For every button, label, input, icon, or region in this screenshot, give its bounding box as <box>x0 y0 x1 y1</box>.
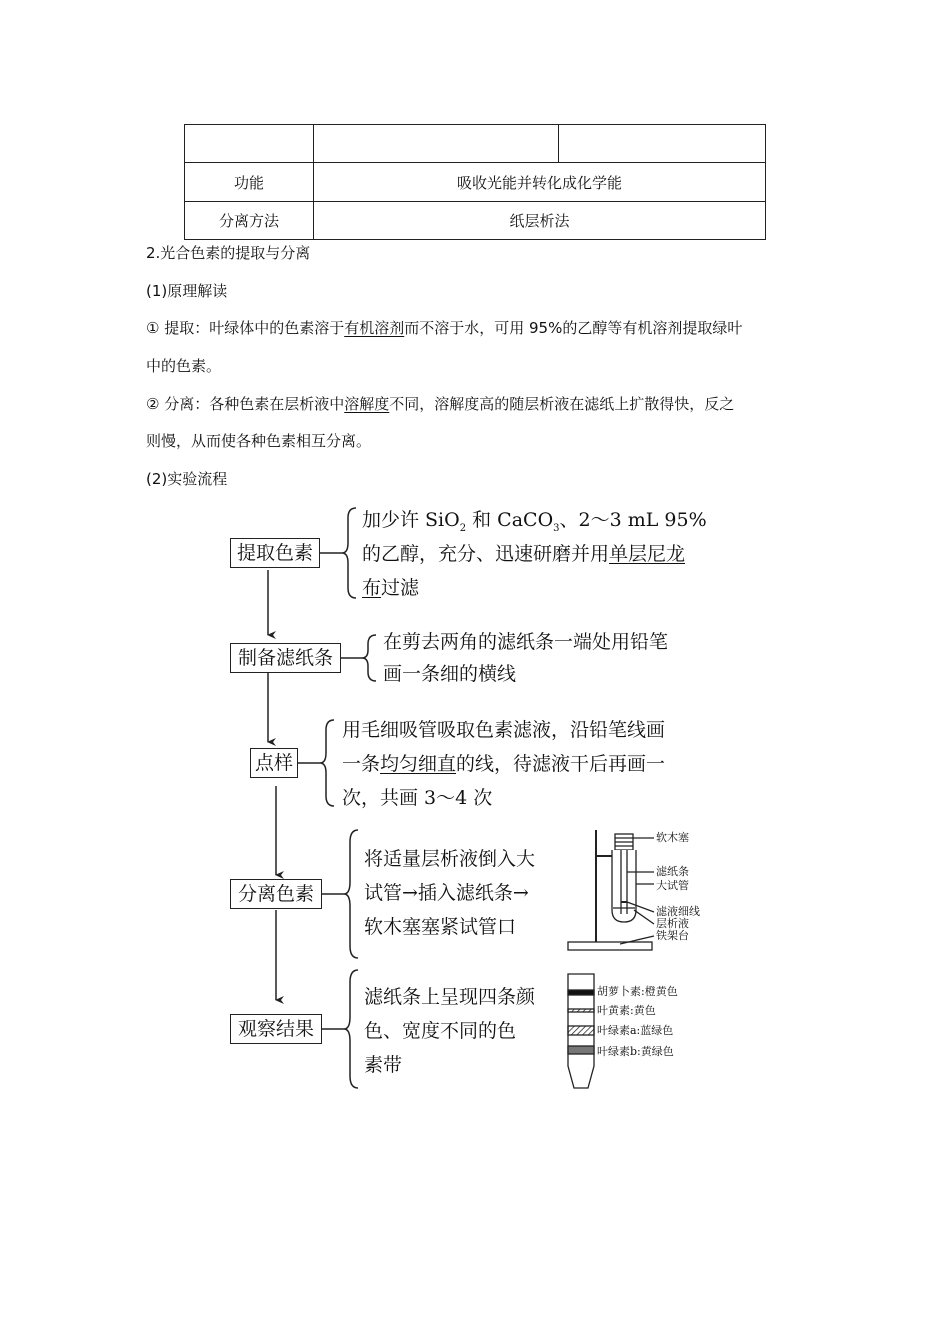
label-xanthophyll: 叶黄素:黄色 <box>597 1004 656 1017</box>
text: 和 CaCO <box>472 509 554 531</box>
table-cell: 功能 <box>185 163 314 202</box>
table-cell: 吸收光能并转化成化学能 <box>314 163 766 202</box>
label-chlorophyll-b: 叶绿素b:黄绿色 <box>597 1045 674 1058</box>
text: 而不溶于水，可用 95%的乙醇等有机溶剂提取绿叶 <box>404 319 743 337</box>
underlined-term: 均匀细直 <box>380 753 457 775</box>
step-description: 试管→插入滤纸条→ <box>364 882 529 904</box>
band-chlorophyll-a <box>568 1026 594 1035</box>
step-observe-results: 观察结果 <box>230 1014 322 1044</box>
subheading: (2)实验流程 <box>146 470 228 488</box>
text: ② 分离：各种色素在层析液中 <box>146 395 345 413</box>
label-chlorophyll-a: 叶绿素a:蓝绿色 <box>597 1024 674 1037</box>
subscript: 2 <box>459 522 467 534</box>
step-spotting: 点样 <box>250 748 298 778</box>
label-iron-stand: 铁架台 <box>656 929 689 942</box>
step-description: 在剪去两角的滤纸条一端处用铅笔 <box>383 631 669 653</box>
step-description <box>362 571 419 605</box>
section-heading: 2.光合色素的提取与分离 <box>146 244 311 262</box>
step-description: 软木塞塞紧试管口 <box>364 916 517 938</box>
paragraph-continuation: 则慢，从而使各种色素相互分离。 <box>146 432 372 450</box>
band-xanthophyll <box>568 1009 594 1012</box>
underlined-term: 布 <box>362 577 382 599</box>
text: 的乙醇，充分、迅速研磨并用 <box>362 543 610 565</box>
large-test-tube <box>612 850 636 922</box>
underlined-term: 有机溶剂 <box>344 319 405 337</box>
text: 过滤 <box>381 577 420 599</box>
table-cell: 分离方法 <box>185 202 314 240</box>
step-description <box>342 747 665 781</box>
label-test-tube: 大试管 <box>656 879 689 892</box>
step-description: 素带 <box>364 1054 403 1076</box>
table-cell: 纸层析法 <box>314 202 766 240</box>
step-description <box>362 537 685 571</box>
iron-stand-base <box>568 942 652 950</box>
label-filtrate-line: 滤液细线 <box>656 905 700 918</box>
label-solvent: 层析液 <box>656 917 689 930</box>
step-description: 画一条细的横线 <box>383 663 517 685</box>
text: 加少许 SiO <box>362 509 460 531</box>
subscript: 3 <box>553 522 560 534</box>
step-prepare-filter-strip: 制备滤纸条 <box>230 643 341 673</box>
chromatography-apparatus-illustration <box>560 826 720 956</box>
text: ① 提取：叶绿体中的色素溶于 <box>146 319 345 337</box>
text: 的线，待滤液干后再画一 <box>456 753 666 775</box>
paragraph-continuation: 中的色素。 <box>146 357 222 375</box>
underlined-term: 溶解度 <box>344 395 390 413</box>
step-extract-pigments: 提取色素 <box>230 538 320 568</box>
text: 、2～3 mL 95% <box>559 509 707 531</box>
step-description: 用毛细吸管吸取色素滤液，沿铅笔线画 <box>342 719 666 741</box>
step-description: 将适量层析液倒入大 <box>364 848 536 870</box>
step-description: 色、宽度不同的色 <box>364 1020 517 1042</box>
step-description: 滤纸条上呈现四条颜 <box>364 986 536 1008</box>
band-carotene <box>568 990 594 995</box>
label-carotene: 胡萝卜素:橙黄色 <box>597 985 678 998</box>
label-filter-strip: 滤纸条 <box>656 865 689 878</box>
underlined-term: 单层尼龙 <box>609 543 686 565</box>
text: 不同，溶解度高的随层析液在滤纸上扩散得快，反之 <box>389 395 735 413</box>
subheading: (1)原理解读 <box>146 282 228 300</box>
text: 一条 <box>342 753 381 775</box>
step-description: 次，共画 3～4 次 <box>342 787 493 809</box>
step-separate-pigments: 分离色素 <box>230 879 322 909</box>
band-chlorophyll-b <box>568 1046 594 1054</box>
label-cork: 软木塞 <box>656 831 689 844</box>
